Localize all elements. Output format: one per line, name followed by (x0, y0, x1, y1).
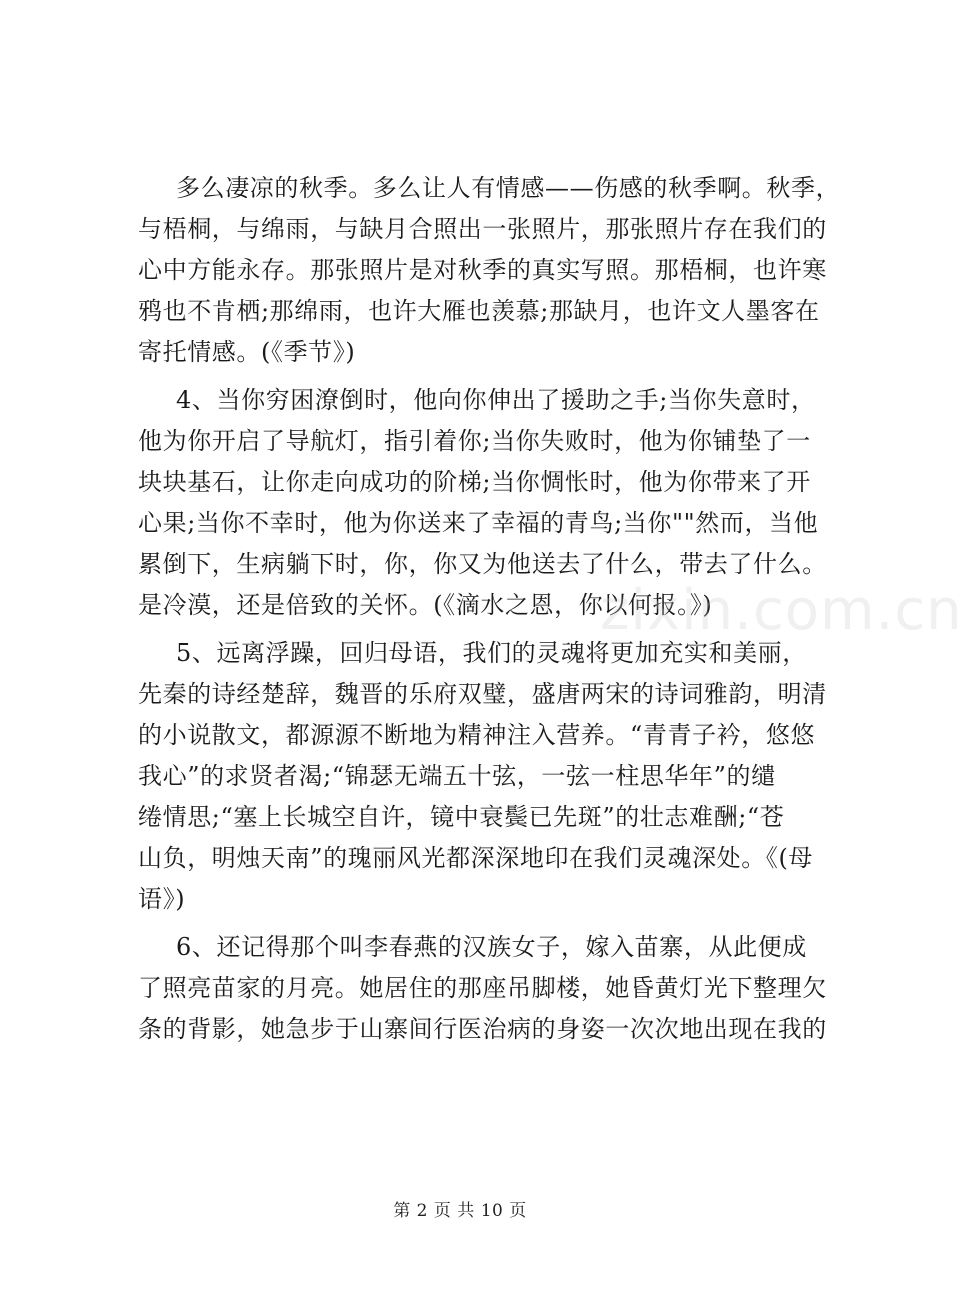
text-line: 是冷漠，还是倍致的关怀。(《滴水之恩，你以何报。》) (138, 591, 713, 619)
paragraph-5 (138, 633, 828, 920)
text-line: 条的背影，她急步于山寨间行医治病的身姿一次次地出现在我的 (138, 1015, 827, 1043)
text-line: 了照亮苗家的月亮。她居住的那座吊脚楼，她昏黄灯光下整理欠 (138, 974, 827, 1002)
text-line: 心果;当你不幸时，他为你送来了幸福的青鸟;当你""然而，当他 (138, 509, 819, 537)
paragraph-6 (138, 927, 828, 1050)
text-line: 6、还记得那个叫李春燕的汉族女子，嫁入苗寨，从此便成 (176, 933, 807, 961)
text-line: 心中方能永存。那张照片是对秋季的真实写照。那梧桐，也许寒 (138, 256, 827, 284)
text-line: 寄托情感。(《季节》) (138, 338, 356, 366)
text-line: 绻情思;“塞上长城空自许，镜中衰鬓已先斑”的壮志难酬;“苍 (138, 803, 785, 831)
text-line: 我心”的求贤者渴;“锦瑟无端五十弦，一弦一柱思华年”的缱 (138, 762, 776, 790)
text-line: 块块基石，让你走向成功的阶梯;当你惆怅时，他为你带来了开 (138, 468, 811, 496)
text-line: 鸦也不肯栖;那绵雨，也许大雁也羡慕;那缺月，也许文人墨客在 (138, 297, 820, 325)
text-line: 4、当你穷困潦倒时，他向你伸出了援助之手;当你失意时， (176, 386, 816, 414)
text-line: 语》) (138, 885, 186, 913)
text-line: 的小说散文，都源源不断地为精神注入营养。“青青子衿，悠悠 (138, 721, 816, 749)
text-line: 累倒下，生病躺下时，你，你又为他送去了什么，带去了什么。 (138, 550, 827, 578)
text-line: 他为你开启了导航灯，指引着你;当你失败时，他为你铺垫了一 (138, 427, 811, 455)
paragraph-autumn (138, 168, 841, 373)
text-line: 先秦的诗经楚辞，魏晋的乐府双璧，盛唐两宋的诗词雅韵，明清 (138, 680, 827, 708)
text-line: 多么凄凉的秋季。多么让人有情感——伤感的秋季啊。秋季， (176, 174, 841, 202)
watermark: zixin.com.cn (600, 578, 963, 643)
page-footer: 第 2 页 共 10 页 (393, 1201, 527, 1221)
text-line: 与梧桐，与绵雨，与缺月合照出一张照片，那张照片存在我们的 (138, 215, 827, 243)
text-line: 5、远离浮躁，回归母语，我们的灵魂将更加充实和美丽， (176, 639, 807, 667)
text-line: 山负，明烛天南”的瑰丽风光都深深地印在我们灵魂深处。《(母 (138, 844, 814, 872)
